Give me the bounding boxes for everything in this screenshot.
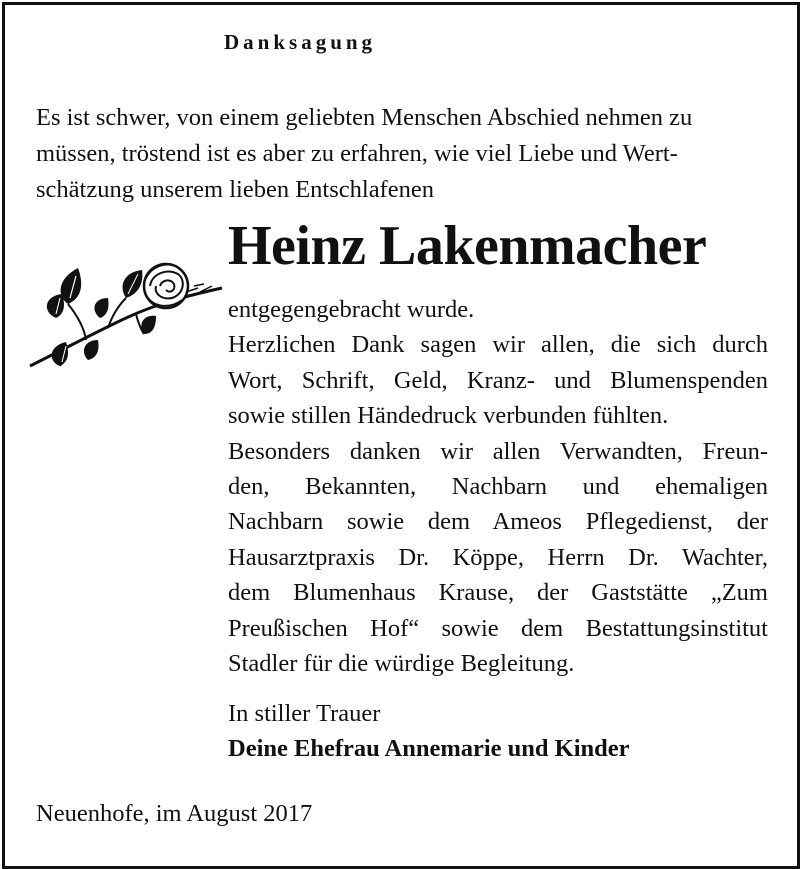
notice-heading: Danksagung	[224, 30, 377, 54]
body-line: Wort, Schrift, Geld, Kranz- und Blumenspenden	[228, 366, 768, 394]
intro-paragraph	[36, 100, 766, 208]
body-line: Preußischen Hof“ sowie dem Bestattungsinstitut	[228, 614, 768, 642]
rose-icon	[26, 256, 226, 374]
body-line: dem Blumenhaus Krause, der Gaststätte „Zum	[228, 579, 768, 607]
intro-line: Es ist schwer, von einem geliebten Menschen Abschied nehmen zu	[36, 104, 693, 131]
intro-line: schätzung unserem lieben Entschlafenen	[36, 176, 434, 203]
mourning-line: In stiller Trauer	[228, 700, 381, 727]
body-line: sowie stillen Händedruck verbunden fühlten.	[228, 402, 669, 430]
place-date: Neuenhofe, im August 2017	[36, 800, 313, 827]
body-line: Stadler für die würdige Begleitung.	[228, 650, 575, 678]
body-line: Nachbarn sowie dem Ameos Pflegedienst, der	[228, 508, 768, 536]
body-line: Hausarztpraxis Dr. Köppe, Herrn Dr. Wachter,	[228, 543, 768, 571]
body-line: Herzlichen Dank sagen wir allen, die sich durch	[228, 331, 768, 359]
family-signature: Deine Ehefrau Annemarie und Kinder	[228, 735, 630, 762]
intro-line: müssen, tröstend ist es aber zu erfahren, wie viel Liebe und Wert-	[36, 140, 678, 167]
deceased-name: Heinz Lakenmacher	[228, 215, 707, 277]
body-line: entgegengebracht wurde.	[228, 296, 475, 323]
body-line: den, Bekannten, Nachbarn und ehemaligen	[228, 473, 768, 501]
thanks-paragraph	[228, 292, 768, 681]
body-line: Besonders danken wir allen Verwandten, Freun-	[228, 437, 768, 465]
